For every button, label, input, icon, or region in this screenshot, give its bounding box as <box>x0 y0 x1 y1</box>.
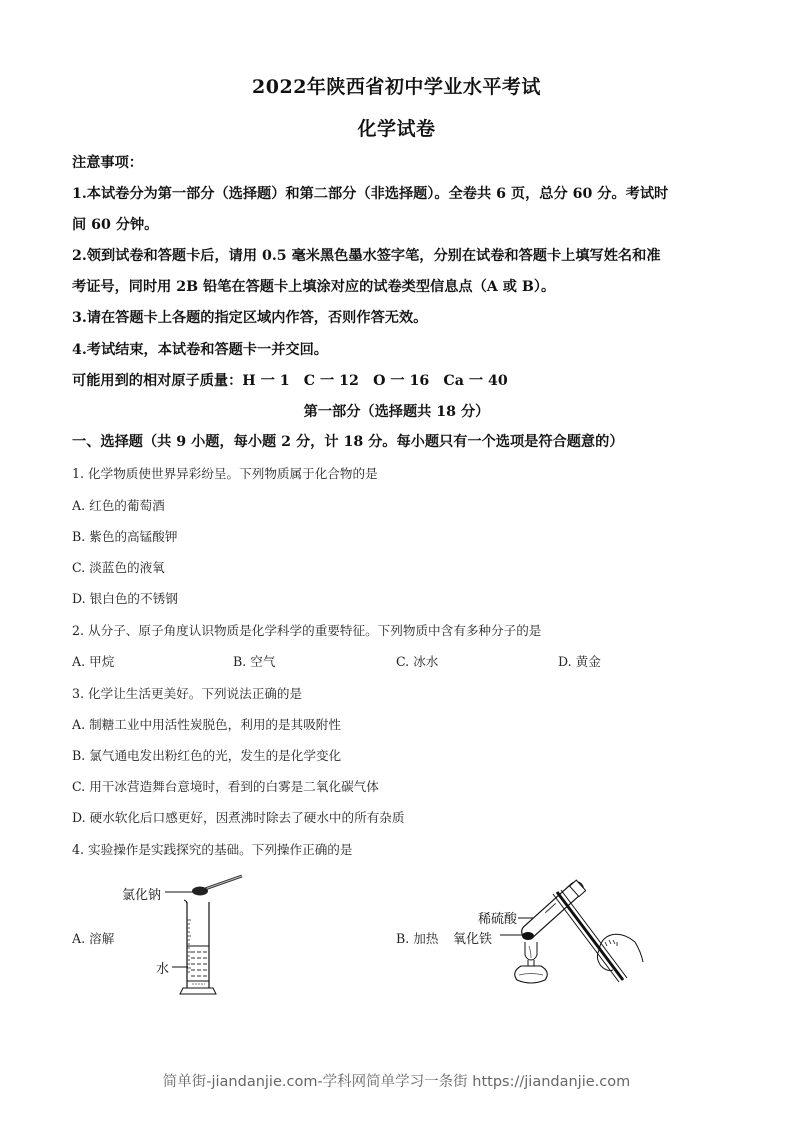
notice-line-2-cont: 考证号，同时用 2B 铅笔在答题卡上填涂对应的试卷类型信息点（A 或 B）。 <box>72 279 556 295</box>
notice-line-2: 2.领到试卷和答题卡后，请用 0.5 毫米黑色墨水签字笔，分别在试卷和答题卡上填写姓名和准 <box>72 248 661 264</box>
question-4-option-a: A. 溶解 <box>72 931 115 946</box>
figure-a-label-nacl: 氯化钠 <box>122 888 162 903</box>
question-3-option-d: D. 硬水软化后口感更好，因煮沸时除去了硬水中的所有杂质 <box>72 810 405 825</box>
notice-line-4: 4.考试结束，本试卷和答题卡一并交回。 <box>72 342 328 358</box>
exam-title: 2022年陕西省初中学业水平考试 <box>252 76 541 98</box>
question-1-option-a: A. 红色的葡萄酒 <box>72 498 165 513</box>
figure-b-label-iron-oxide: 氧化铁 <box>453 932 493 947</box>
question-3-option-b: B. 氯气通电发出粉红色的光，发生的是化学变化 <box>72 748 342 763</box>
part1-heading: 第一部分（选择题共 18 分） <box>303 404 490 420</box>
question-2-option-b: B. 空气 <box>233 654 276 669</box>
notice-line-1-cont: 间 60 分钟。 <box>72 217 159 233</box>
question-4-stem: 4. 实验操作是实践探究的基础。下列操作正确的是 <box>72 842 353 857</box>
section-title: 一、选择题（共 9 小题，每小题 2 分，计 18 分。每小题只有一个选项是符合题意的） <box>72 434 624 450</box>
question-3-stem: 3. 化学让生活更美好。下列说法正确的是 <box>72 686 303 701</box>
question-2-stem: 2. 从分子、原子角度认识物质是化学科学的重要特征。下列物质中含有多种分子的是 <box>72 623 542 638</box>
question-2-option-c: C. 冰水 <box>396 654 439 669</box>
figure-b-label-acid: 稀硫酸 <box>478 912 518 927</box>
notice-line-1: 1.本试卷分为第一部分（选择题）和第二部分（非选择题）。全卷共 6 页，总分 60 分。考试时 <box>72 186 669 202</box>
question-1-stem: 1. 化学物质使世界异彩纷呈。下列物质属于化合物的是 <box>72 466 378 481</box>
test-tube-heating-figure <box>495 880 645 995</box>
atomic-masses: 可能用到的相对原子质量：H 一 1 C 一 12 O 一 16 Ca 一 40 <box>72 373 508 389</box>
question-1-option-b: B. 紫色的高锰酸钾 <box>72 529 178 544</box>
question-1-option-d: D. 银白色的不锈钢 <box>72 591 178 606</box>
figure-a-label-water: 水 <box>156 962 170 977</box>
notice-line-3: 3.请在答题卡上各题的指定区域内作答，否则作答无效。 <box>72 310 428 326</box>
question-2-option-a: A. 甲烷 <box>72 654 115 669</box>
graduated-cylinder-figure <box>160 870 260 1000</box>
question-3-option-c: C. 用干冰营造舞台意境时，看到的白雾是二氧化碳气体 <box>72 779 379 794</box>
notice-heading: 注意事项： <box>72 155 143 171</box>
footer-watermark: 简单街-jiandanjie.com-学科网简单学习一条街 https://jiandanjie.com <box>162 1074 631 1090</box>
question-1-option-c: C. 淡蓝色的液氧 <box>72 560 165 575</box>
question-2-option-d: D. 黄金 <box>558 654 601 669</box>
exam-subtitle: 化学试卷 <box>357 118 436 140</box>
question-4-option-b: B. 加热 <box>396 931 439 946</box>
question-3-option-a: A. 制糖工业中用活性炭脱色，利用的是其吸附性 <box>72 717 341 732</box>
